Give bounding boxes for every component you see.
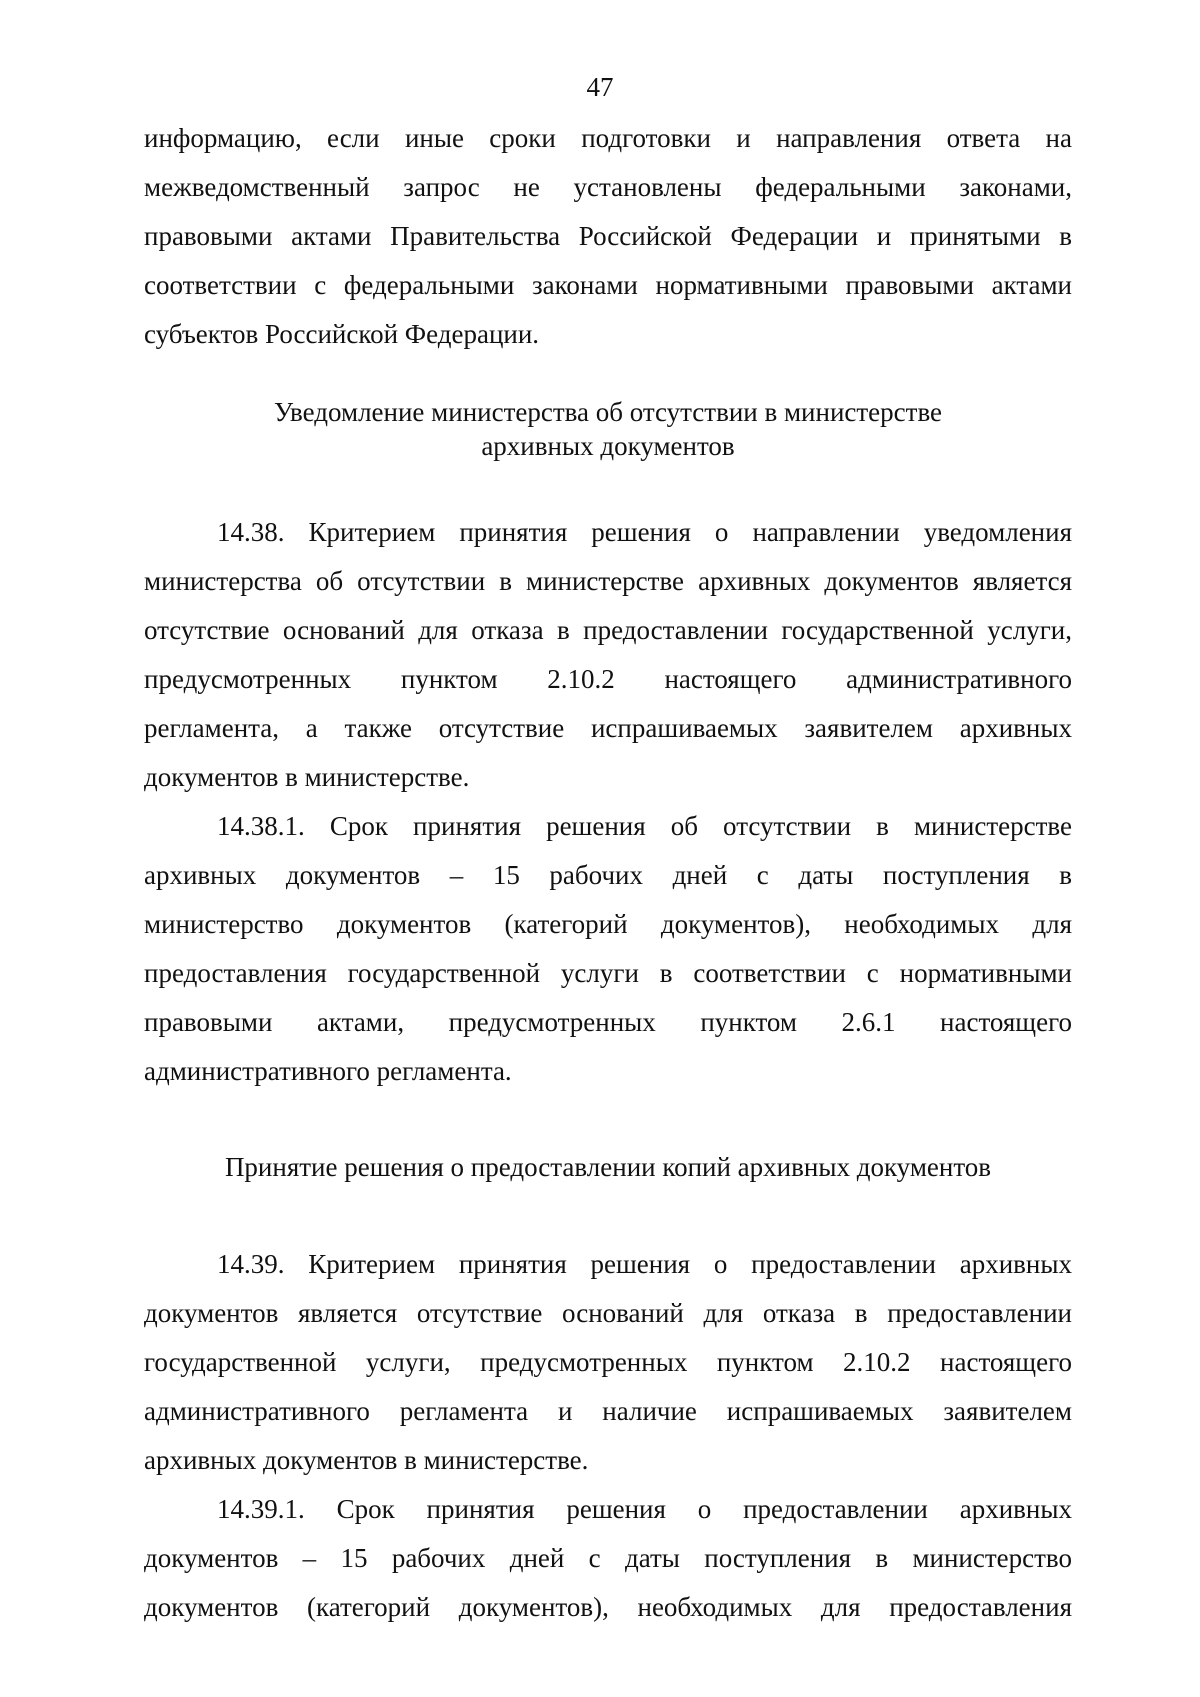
heading-line: Принятие решения о предоставлении копий архивных документов xyxy=(224,1152,992,1182)
page-number: 47 xyxy=(586,72,614,102)
paragraph-line: соответствии с федеральными законами нормативными правовыми актами xyxy=(144,270,1072,300)
paragraph-line: 14.39.1. Срок принятия решения о предоставлении архивных xyxy=(217,1494,1072,1524)
paragraph-line: информацию, если иные сроки подготовки и направления ответа на xyxy=(144,123,1072,153)
paragraph-line: документов – 15 рабочих дней с даты поступления в министерство xyxy=(144,1543,1072,1573)
paragraph-14-39-1 xyxy=(144,1485,1072,1632)
paragraph-line: предоставления государственной услуги в соответствии с нормативными xyxy=(144,958,1072,988)
paragraph-line: отсутствие оснований для отказа в предоставлении государственной услуги, xyxy=(144,615,1072,645)
intro-paragraph xyxy=(144,114,1072,359)
paragraph-line: предусмотренных пунктом 2.10.2 настоящего административного xyxy=(144,664,1072,694)
paragraph-line: межведомственный запрос не установлены федеральными законами, xyxy=(144,172,1072,202)
heading-line: Уведомление министерства об отсутствии в министерстве xyxy=(273,397,943,427)
document-body xyxy=(144,114,1072,1632)
paragraph-line: архивных документов в министерстве. xyxy=(144,1445,589,1475)
paragraph-line: государственной услуги, предусмотренных пунктом 2.10.2 настоящего xyxy=(144,1347,1072,1377)
heading-line: архивных документов xyxy=(481,431,735,461)
section-heading-decision xyxy=(144,1150,1072,1184)
paragraph-line: документов в министерстве. xyxy=(144,762,470,792)
paragraph-line: 14.38.1. Срок принятия решения об отсутствии в министерстве xyxy=(217,811,1072,841)
paragraph-line: министерства об отсутствии в министерстве архивных документов является xyxy=(144,566,1072,596)
paragraph-14-38 xyxy=(144,508,1072,802)
paragraph-line: министерство документов (категорий документов), необходимых для xyxy=(144,909,1072,939)
paragraph-line: субъектов Российской Федерации. xyxy=(144,319,540,349)
paragraph-line: документов является отсутствие оснований для отказа в предоставлении xyxy=(144,1298,1072,1328)
paragraph-line: 14.39. Критерием принятия решения о предоставлении архивных xyxy=(217,1249,1072,1279)
paragraph-line: регламента, а также отсутствие испрашиваемых заявителем архивных xyxy=(144,713,1072,743)
paragraph-line: правовыми актами, предусмотренных пунктом 2.6.1 настоящего xyxy=(144,1007,1072,1037)
paragraph-line: правовыми актами Правительства Российской Федерации и принятыми в xyxy=(144,221,1072,251)
paragraph-line: административного регламента и наличие испрашиваемых заявителем xyxy=(144,1396,1072,1426)
paragraph-line: административного регламента. xyxy=(144,1056,512,1086)
paragraph-14-38-1 xyxy=(144,802,1072,1096)
paragraph-14-39 xyxy=(144,1240,1072,1485)
section-heading-notification xyxy=(144,395,1072,463)
paragraph-line: архивных документов – 15 рабочих дней с даты поступления в xyxy=(144,860,1072,890)
paragraph-line: документов (категорий документов), необходимых для предоставления xyxy=(144,1592,1072,1622)
paragraph-line: 14.38. Критерием принятия решения о направлении уведомления xyxy=(217,517,1072,547)
